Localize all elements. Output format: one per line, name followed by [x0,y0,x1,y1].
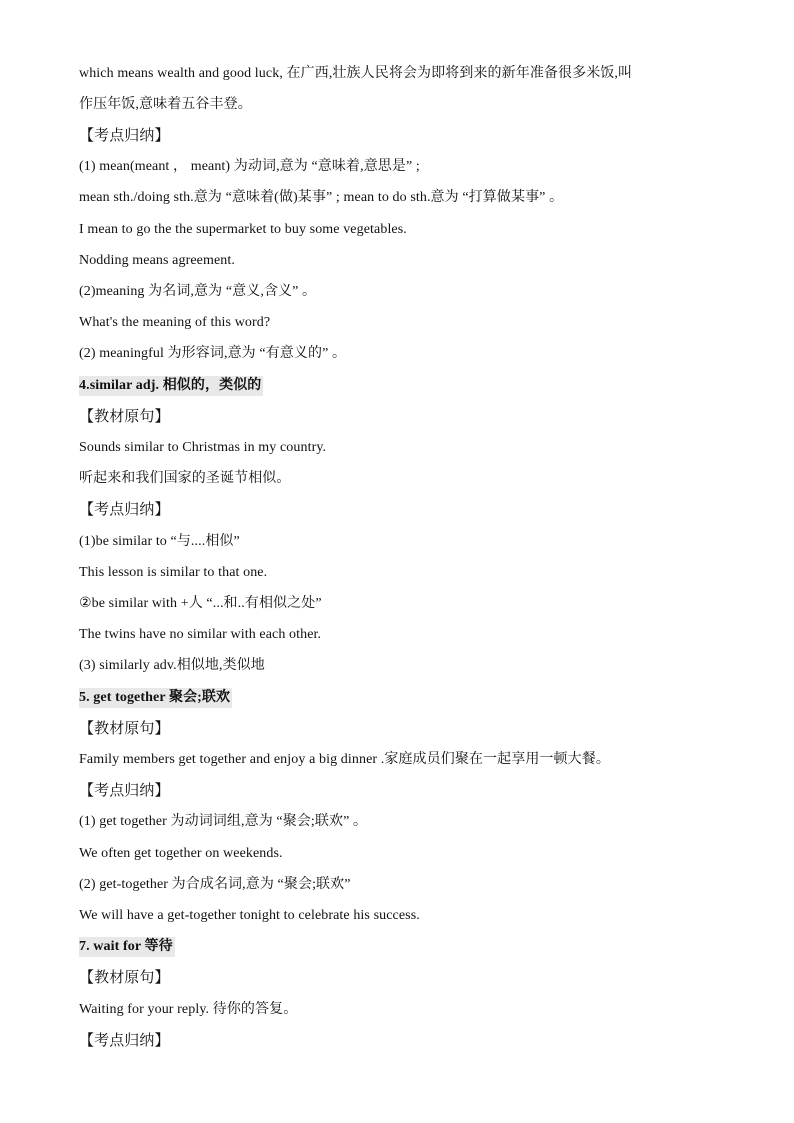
example-sentence: This lesson is similar to that one. [79,565,268,580]
section-label: 【考点归纳】 [79,128,170,144]
section-label: 【考点归纳】 [79,783,170,799]
section-label: 【教材原句】 [79,970,170,986]
text-line: (2) meaningful 为形容词,意为 “有意义的” 。 [79,346,347,361]
example-sentence: Nodding means agreement. [79,253,235,268]
vocab-heading: 7. wait for 等待 [79,937,175,957]
text-line: (2) get-together 为合成名词,意为 “聚会;联欢” [79,877,351,892]
text-line: 作压年饭,意味着五谷丰登。 [79,97,252,112]
text-line: mean sth./doing sth.意为 “意味着(做)某事” ; mean to do sth.意为 “打算做某事” 。 [79,190,564,205]
vocab-heading: 4.similar adj. 相似的，类似的 [79,376,263,396]
example-sentence: Waiting for your reply. 待你的答复。 [79,1002,298,1017]
example-sentence: We often get together on weekends. [79,846,283,861]
text-line: (1) mean(meant ， meant) 为动词,意为 “意味着,意思是” ; [79,159,420,174]
example-sentence: The twins have no similar with each other. [79,627,322,642]
section-label: 【教材原句】 [79,721,170,737]
text-line: ②be similar with +人 “...和..有相似之处” [79,596,322,611]
section-label: 【教材原句】 [79,409,170,425]
text-line: (2)meaning 为名词,意为 “意义,含义” 。 [79,284,317,299]
section-label: 【考点归纳】 [79,1033,170,1049]
example-sentence: I mean to go the the supermarket to buy some vegetables. [79,222,407,237]
translation-line: 听起来和我们国家的圣诞节相似。 [79,471,291,486]
section-label: 【考点归纳】 [79,502,170,518]
example-sentence: We will have a get-together tonight to celebrate his success. [79,908,420,923]
text-line: (3) similarly adv.相似地,类似地 [79,658,265,673]
example-sentence: Sounds similar to Christmas in my country. [79,440,327,455]
text-line: which means wealth and good luck, 在广西,壮族人民将会为即将到来的新年准备很多米饭,叫 [79,66,633,81]
example-sentence: What's the meaning of this word? [79,315,271,330]
text-line: (1)be similar to “与....相似” [79,534,240,549]
text-line: (1) get together 为动词词组,意为 “聚会;联欢” 。 [79,814,368,829]
vocab-heading: 5. get together 聚会;联欢 [79,688,232,708]
example-sentence: Family members get together and enjoy a big dinner .家庭成员们聚在一起享用一顿大餐。 [79,752,610,767]
